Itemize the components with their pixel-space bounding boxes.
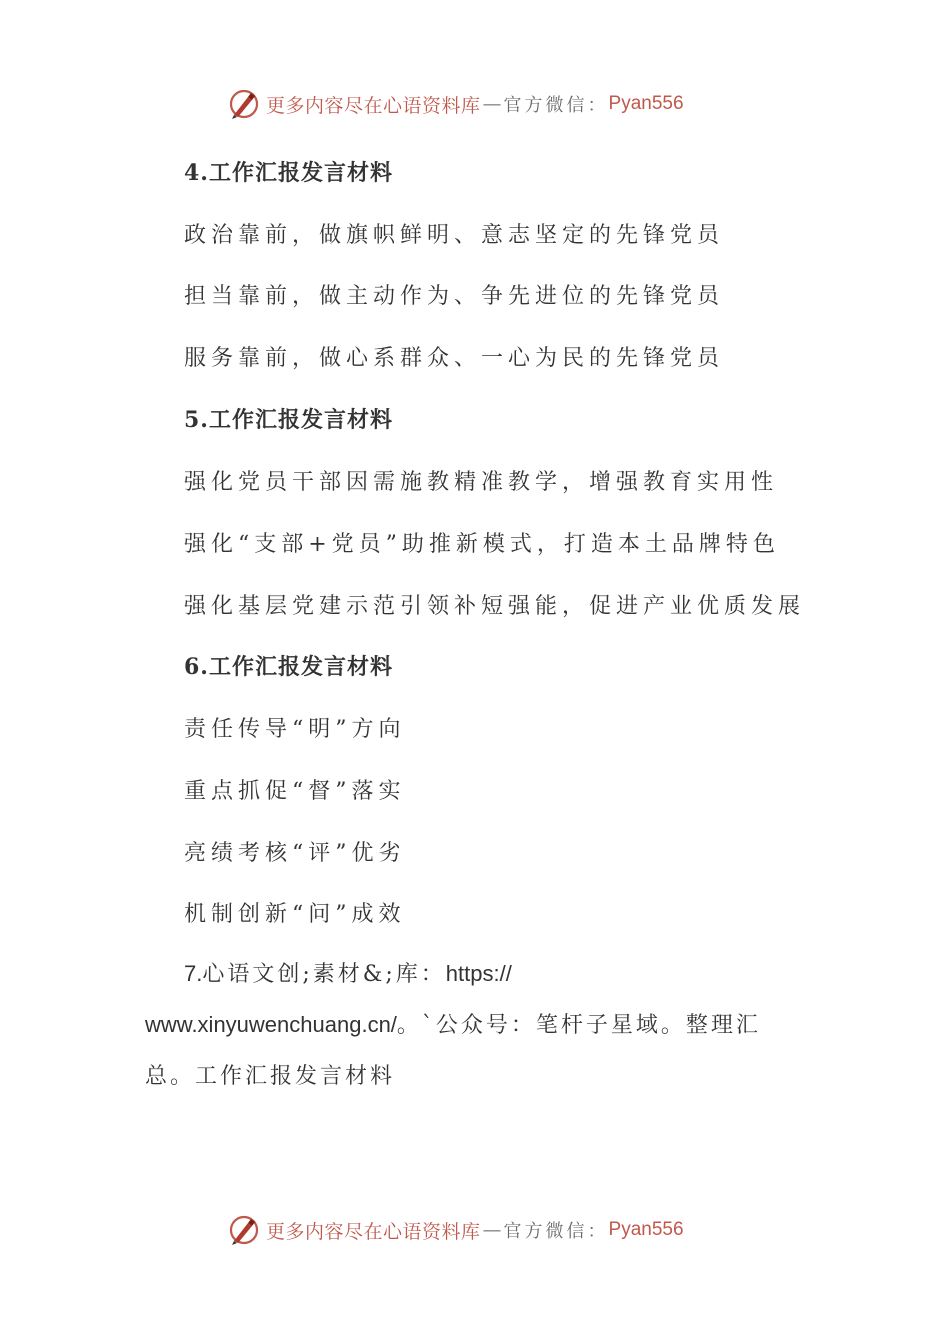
list-item: 强化“支部+党员”助推新模式，打造本土品牌特色: [184, 532, 780, 557]
list-item: 担当靠前，做主动作为、争先进位的先锋党员: [184, 284, 725, 309]
footer-wechat-id: Pyan556: [608, 1219, 684, 1240]
section-heading: 5.工作汇报发言材料: [184, 407, 393, 433]
list-item: 服务靠前，做心系群众、一心为民的先锋党员: [184, 346, 725, 371]
pen-logo-icon: [228, 1214, 260, 1246]
list-item: 重点抓促“督”落实: [184, 779, 406, 804]
list-item: 强化基层党建示范引领补短强能，促进产业优质发展: [184, 594, 806, 619]
footer-banner: [228, 1212, 684, 1248]
list-item: 责任传导“明”方向: [184, 717, 406, 742]
header-wechat-id: Pyan556: [608, 93, 684, 114]
list-item: 亮绩考核“评”优劣: [184, 841, 406, 866]
footer-dash: —: [482, 1219, 502, 1241]
header-dash: —: [482, 93, 502, 115]
header-banner: [228, 86, 684, 122]
final-paragraph-line-2: [145, 1008, 761, 1039]
final-paragraph-line-1: [184, 957, 512, 988]
footer-site-text: 更多内容尽在心语资料库: [266, 1220, 481, 1243]
footer-contact-label: 官方微信：: [503, 1221, 609, 1242]
final-paragraph-number: 7.: [184, 961, 203, 986]
final-paragraph-account: 。`公众号：笔杆子星域。整理汇: [396, 1013, 761, 1038]
final-paragraph-source: 心语文创;素材&;库：: [202, 962, 446, 987]
section-heading: 4.工作汇报发言材料: [184, 160, 393, 186]
list-item: 强化党员干部因需施教精准教学，增强教育实用性: [184, 470, 779, 495]
final-paragraph-line-3: 总。工作汇报发言材料: [145, 1064, 396, 1089]
list-item: 政治靠前，做旗帜鲜明、意志坚定的先锋党员: [184, 223, 725, 248]
source-url-part-2[interactable]: www.xinyuwenchuang.cn/: [145, 1012, 397, 1037]
header-contact-label: 官方微信：: [503, 95, 609, 116]
pen-logo-icon: [228, 88, 260, 120]
list-item: 机制创新“问”成效: [184, 902, 406, 927]
section-heading: 6.工作汇报发言材料: [184, 654, 393, 680]
header-site-text: 更多内容尽在心语资料库: [266, 94, 481, 117]
source-url-part-1[interactable]: https://: [445, 961, 512, 986]
